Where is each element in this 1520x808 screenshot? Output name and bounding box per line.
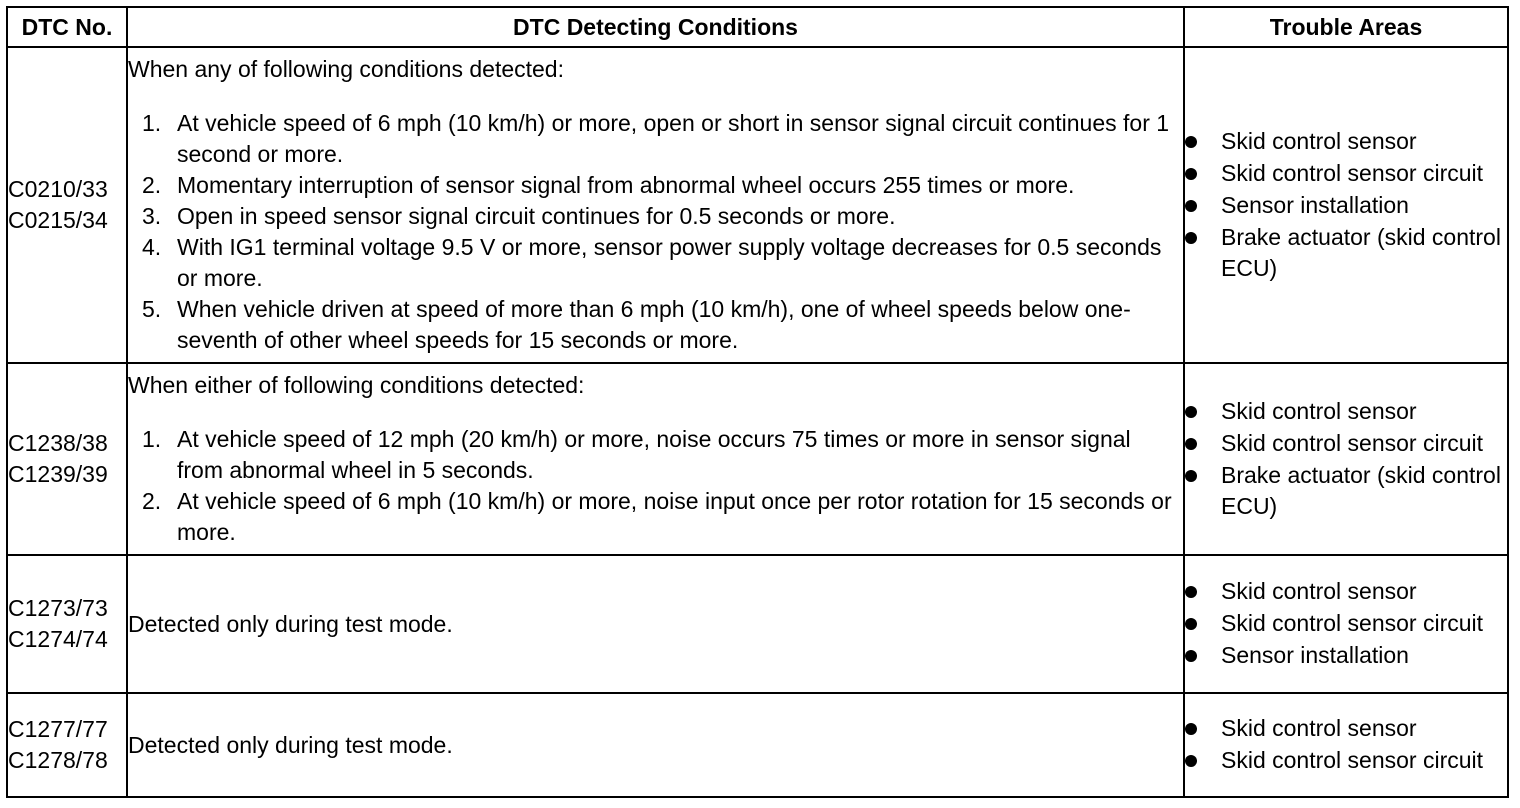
trouble-area-item [1185, 576, 1507, 607]
trouble-areas-cell [1184, 693, 1508, 797]
dtc-code-cell [7, 47, 127, 363]
dtc-code: C1278/78 [8, 747, 108, 773]
trouble-area-text: Skid control sensor circuit [1221, 159, 1484, 186]
trouble-area-text: Skid control sensor circuit [1221, 429, 1484, 456]
dtc-table [6, 6, 1509, 798]
condition-text: Detected only during test mode. [128, 610, 453, 637]
step-text: Open in speed sensor signal circuit continues for 0.5 seconds or more. [177, 203, 896, 229]
bullet-icon [1185, 438, 1197, 450]
table-row [7, 363, 1508, 555]
trouble-area-item [1185, 222, 1507, 284]
trouble-area-text: Skid control sensor [1221, 127, 1417, 154]
condition-list [128, 108, 1183, 356]
condition-step [128, 424, 1183, 486]
table-row [7, 693, 1508, 797]
condition-text: Detected only during test mode. [128, 731, 453, 758]
trouble-area-item [1185, 460, 1507, 522]
trouble-area-item [1185, 713, 1507, 744]
step-text: Momentary interruption of sensor signal from abnormal wheel occurs 255 times or more. [177, 172, 1075, 198]
dtc-code: C1274/74 [8, 626, 108, 652]
dtc-code: C1238/38 [8, 430, 108, 456]
trouble-areas-cell [1184, 363, 1508, 555]
bullet-icon [1185, 650, 1197, 662]
condition-step [128, 170, 1183, 201]
trouble-areas-list [1185, 713, 1507, 776]
condition-step [128, 486, 1183, 548]
dtc-code-cell [7, 555, 127, 693]
condition-intro: When any of following conditions detected: [128, 56, 564, 82]
dtc-code-cell [7, 693, 127, 797]
header-row [7, 7, 1508, 47]
condition-cell [127, 363, 1184, 555]
trouble-area-text: Sensor installation [1221, 642, 1409, 668]
trouble-areas-cell [1184, 555, 1508, 693]
step-number: 5. [142, 296, 162, 322]
condition-cell [127, 693, 1184, 797]
bullet-icon [1185, 168, 1197, 180]
bullet-icon [1185, 618, 1197, 630]
trouble-area-item [1185, 126, 1507, 157]
dtc-code-cell [7, 363, 127, 555]
dtc-code: C1239/39 [8, 461, 108, 487]
header-trouble-areas: Trouble Areas [1184, 7, 1508, 47]
condition-intro: When either of following conditions detected: [128, 372, 585, 398]
trouble-areas-list [1185, 126, 1507, 284]
bullet-icon [1185, 232, 1197, 244]
condition-step [128, 294, 1183, 356]
trouble-area-text: Skid control sensor circuit [1221, 747, 1484, 773]
dtc-code: C0210/33 [8, 176, 108, 202]
step-number: 2. [142, 488, 162, 514]
trouble-area-item [1185, 608, 1507, 639]
step-text: At vehicle speed of 6 mph (10 km/h) or more, noise input once per rotor rotation for 15 seconds or more. [177, 488, 1172, 545]
step-text: With IG1 terminal voltage 9.5 V or more, sensor power supply voltage decreases for 0.5 seconds or more. [177, 234, 1162, 291]
bullet-icon [1185, 586, 1197, 598]
dtc-code: C1277/77 [8, 716, 108, 742]
step-number: 3. [142, 203, 162, 229]
step-number: 1. [142, 426, 162, 452]
trouble-area-item [1185, 396, 1507, 427]
trouble-areas-list [1185, 576, 1507, 671]
step-number: 2. [142, 172, 162, 198]
step-text: When vehicle driven at speed of more than 6 mph (10 km/h), one of wheel speeds below one-seventh of other wheel speeds for 15 seconds or more. [177, 296, 1131, 353]
table-row [7, 555, 1508, 693]
condition-cell [127, 555, 1184, 693]
bullet-icon [1185, 755, 1197, 767]
trouble-area-text: Brake actuator (skid control ECU) [1221, 461, 1501, 519]
bullet-icon [1185, 136, 1197, 148]
step-text: At vehicle speed of 6 mph (10 km/h) or more, open or short in sensor signal circuit continues for 1 second or more. [177, 110, 1170, 167]
bullet-icon [1185, 200, 1197, 212]
dtc-code: C1273/73 [8, 595, 108, 621]
trouble-area-item [1185, 640, 1507, 671]
condition-cell [127, 47, 1184, 363]
trouble-area-item [1185, 428, 1507, 459]
trouble-area-text: Skid control sensor circuit [1221, 610, 1484, 636]
condition-list [128, 424, 1183, 548]
trouble-area-item [1185, 158, 1507, 189]
trouble-areas-cell [1184, 47, 1508, 363]
header-conditions: DTC Detecting Conditions [127, 7, 1184, 47]
dtc-code: C0215/34 [8, 207, 108, 233]
trouble-area-text: Skid control sensor [1221, 578, 1417, 604]
trouble-area-item [1185, 190, 1507, 221]
bullet-icon [1185, 723, 1197, 735]
condition-step [128, 108, 1183, 170]
trouble-area-text: Brake actuator (skid control ECU) [1221, 223, 1501, 281]
header-dtc-no: DTC No. [7, 7, 127, 47]
trouble-area-text: Skid control sensor [1221, 397, 1417, 424]
trouble-area-item [1185, 745, 1507, 776]
table-row [7, 47, 1508, 363]
step-number: 1. [142, 110, 162, 136]
step-number: 4. [142, 234, 162, 260]
condition-step [128, 232, 1183, 294]
trouble-area-text: Skid control sensor [1221, 715, 1417, 741]
trouble-areas-list [1185, 396, 1507, 522]
bullet-icon [1185, 406, 1197, 418]
condition-step [128, 201, 1183, 232]
trouble-area-text: Sensor installation [1221, 191, 1409, 218]
step-text: At vehicle speed of 12 mph (20 km/h) or more, noise occurs 75 times or more in sensor signal from abnormal wheel in 5 seconds. [177, 426, 1131, 483]
bullet-icon [1185, 470, 1197, 482]
